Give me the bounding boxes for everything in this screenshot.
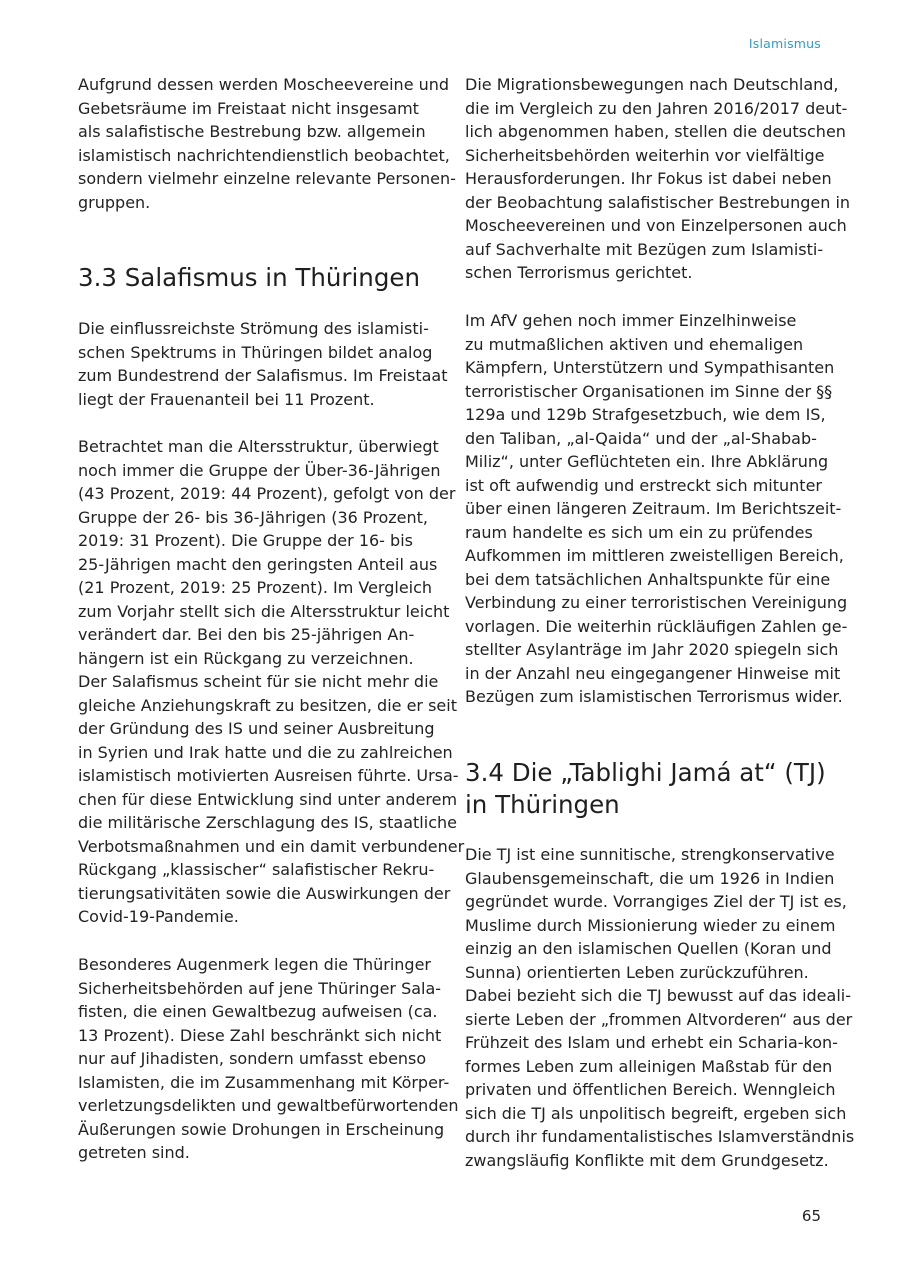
heading-line: 3.4 Die „Tablighi Jamá at“ (TJ) — [465, 758, 826, 787]
text-line: verändert dar. Bei den bis 25-jährigen An- — [78, 625, 415, 644]
text-line: noch immer die Gruppe der Über-36-Jährigen — [78, 460, 441, 480]
text-line: schen Spektrums in Thüringen bildet analog — [78, 342, 433, 362]
text-line: die im Vergleich zu den Jahren 2016/2017 deut- — [465, 98, 848, 118]
text-line: gruppen. — [78, 192, 151, 212]
text-line: 25-Jährigen macht den geringsten Anteil aus — [78, 554, 438, 574]
text-line: Miliz“, unter Geflüchteten ein. Ihre Abklärung — [465, 452, 829, 471]
text-line: formes Leben zum alleinigen Maßstab für den — [465, 1056, 833, 1076]
text-line: Die TJ ist eine sunnitische, strengkonservative — [465, 845, 835, 864]
text-line: Dabei bezieht sich die TJ bewusst auf das ideali- — [465, 986, 851, 1005]
text-line: liegt der Frauenanteil bei 11 Prozent. — [78, 389, 375, 409]
text-line: Rückgang „klassischer“ salafistischer Rekru- — [78, 860, 435, 879]
text-line: vorlagen. Die weiterhin rückläufigen Zahlen ge- — [465, 616, 848, 636]
text-line: zwangsläufig Konflikte mit dem Grundgesetz. — [465, 1150, 829, 1170]
text-line: islamistisch motivierten Ausreisen führte. Ursa- — [78, 766, 459, 785]
text-line: Betrachtet man die Altersstruktur, überwiegt — [78, 437, 439, 456]
text-line: Muslime durch Missionierung wieder zu einem — [465, 915, 836, 935]
text-line: Bezügen zum islamistischen Terrorismus wider. — [465, 687, 843, 706]
text-line: verletzungsdelikten und gewaltbefürwortenden — [78, 1096, 459, 1115]
text-line: der Gründung des IS und seiner Ausbreitung — [78, 719, 435, 738]
text-line: 13 Prozent). Diese Zahl beschränkt sich nicht — [78, 1025, 442, 1045]
text-line: fisten, die einen Gewaltbezug aufweisen (ca. — [78, 1002, 438, 1021]
text-line: Herausforderungen. Ihr Fokus ist dabei neben — [465, 169, 832, 188]
text-line: Verbindung zu einer terroristischen Vereinigung — [465, 593, 848, 612]
text-line: als salafistische Bestrebung bzw. allgemein — [78, 122, 426, 141]
text-line: sondern vielmehr einzelne relevante Personen- — [78, 169, 456, 188]
heading-line: 3.3 Salafismus in Thüringen — [78, 263, 420, 292]
text-line: hängern ist ein Rückgang zu verzeichnen. — [78, 648, 414, 668]
text-line: Gebetsräume im Freistaat nicht insgesamt — [78, 98, 419, 118]
text-line: Covid-19-Pandemie. — [78, 907, 239, 926]
text-line: Verbotsmaßnahmen und ein damit verbundener — [78, 836, 465, 856]
section-header-label: Islamismus — [748, 36, 821, 51]
text-line: (21 Prozent, 2019: 25 Prozent). Im Vergleich — [78, 578, 433, 597]
text-line: Aufkommen im mittleren zweistelligen Bereich, — [465, 546, 844, 565]
text-line: ist oft aufwendig und erstreckt sich mitunter — [465, 475, 822, 495]
paragraph-intro — [78, 73, 456, 214]
text-line: (43 Prozent, 2019: 44 Prozent), gefolgt von der — [78, 484, 456, 503]
text-line: 2019: 31 Prozent). Die Gruppe der 16- bis — [78, 531, 413, 550]
text-line: Besonderes Augenmerk legen die Thüringer — [78, 955, 432, 974]
text-line: lich abgenommen haben, stellen die deutschen — [465, 122, 846, 141]
heading-line: in Thüringen — [465, 790, 620, 819]
text-line: über einen längeren Zeitraum. Im Berichtszeit- — [465, 499, 842, 518]
paragraph-salafismus-overview — [78, 317, 448, 411]
text-line: sich die TJ als unpolitisch begreift, ergeben sich — [465, 1103, 847, 1123]
text-line: Aufgrund dessen werden Moscheevereine und — [78, 75, 450, 94]
text-line: der Beobachtung salafistischer Bestrebungen in — [465, 192, 851, 212]
text-line: den Taliban, „al-Qaida“ und der „al-Shabab- — [465, 428, 817, 448]
text-line: privaten und öffentlichen Bereich. Wenngleich — [465, 1080, 836, 1099]
text-line: zum Bundestrend der Salafismus. Im Freistaat — [78, 366, 448, 385]
text-line: Moscheevereinen und von Einzelpersonen auch — [465, 216, 847, 235]
text-line: islamistisch nachrichtendienstlich beobachtet, — [78, 145, 450, 165]
text-line: terroristischer Organisationen im Sinne der §§ — [465, 381, 833, 401]
paragraph-terror-hints — [465, 309, 847, 709]
text-line: zum Vorjahr stellt sich die Altersstruktur leicht — [78, 601, 450, 621]
text-line: Kämpfern, Unterstützern und Sympathisanten — [465, 358, 835, 377]
text-line: stellter Asylanträge im Jahr 2020 spiegeln sich — [465, 640, 839, 659]
paragraph-migration — [465, 73, 850, 285]
text-line: die militärische Zerschlagung des IS, staatliche — [78, 813, 457, 832]
text-line: schen Terrorismus gerichtet. — [465, 263, 693, 282]
text-line: Islamisten, die im Zusammenhang mit Körper- — [78, 1072, 450, 1092]
text-line: Im AfV gehen noch immer Einzelhinweise — [465, 311, 797, 330]
text-line: Frühzeit des Islam und erhebt ein Scharia-kon- — [465, 1033, 838, 1052]
text-line: in Syrien und Irak hatte und die zu zahlreichen — [78, 742, 453, 762]
paragraph-tablighi-jamaat — [465, 843, 854, 1172]
paragraph-age-structure — [78, 435, 464, 929]
text-line: durch ihr fundamentalistisches Islamverständnis — [465, 1127, 855, 1146]
text-line: Sicherheitsbehörden auf jene Thüringer Sala- — [78, 978, 442, 998]
text-line: einzig an den islamischen Quellen (Koran und — [465, 939, 832, 958]
text-line: bei dem tatsächlichen Anhaltspunkte für eine — [465, 569, 831, 589]
text-line: sierte Leben der „frommen Altvorderen“ aus der — [465, 1009, 853, 1029]
text-line: Die einflussreichste Strömung des islamisti- — [78, 319, 429, 338]
text-line: zu mutmaßlichen aktiven und ehemaligen — [465, 334, 804, 354]
text-line: Der Salafismus scheint für sie nicht mehr die — [78, 672, 439, 691]
text-line: Äußerungen sowie Drohungen in Erscheinung — [78, 1119, 445, 1139]
text-line: raum handelte es sich um ein zu prüfendes — [465, 522, 813, 542]
text-line: Sicherheitsbehörden weiterhin vor vielfältige — [465, 145, 825, 165]
text-line: Sunna) orientierten Leben zurückzuführen. — [465, 962, 809, 982]
section-heading-3-4 — [465, 757, 826, 821]
text-line: auf Sachverhalte mit Bezügen zum Islamisti- — [465, 239, 824, 259]
text-line: getreten sind. — [78, 1143, 190, 1162]
text-line: nur auf Jihadisten, sondern umfasst ebenso — [78, 1049, 427, 1068]
section-heading-3-3 — [78, 262, 420, 294]
text-line: Gruppe der 26- bis 36-Jährigen (36 Prozent, — [78, 507, 429, 527]
text-line: chen für diese Entwicklung sind unter anderem — [78, 789, 458, 809]
paragraph-violent-salafists — [78, 953, 458, 1165]
page-number: 65 — [801, 1207, 821, 1225]
text-line: gegründet wurde. Vorrangiges Ziel der TJ ist es, — [465, 892, 847, 911]
text-line: gleiche Anziehungskraft zu besitzen, die er seit — [78, 695, 457, 715]
text-line: Die Migrationsbewegungen nach Deutschland, — [465, 75, 839, 94]
text-line: 129a und 129b Strafgesetzbuch, wie dem IS, — [465, 405, 826, 424]
text-line: Glaubensgemeinschaft, die um 1926 in Indien — [465, 868, 835, 888]
text-line: tierungsativitäten sowie die Auswirkungen der — [78, 883, 451, 903]
text-line: in der Anzahl neu eingegangener Hinweise mit — [465, 663, 841, 683]
